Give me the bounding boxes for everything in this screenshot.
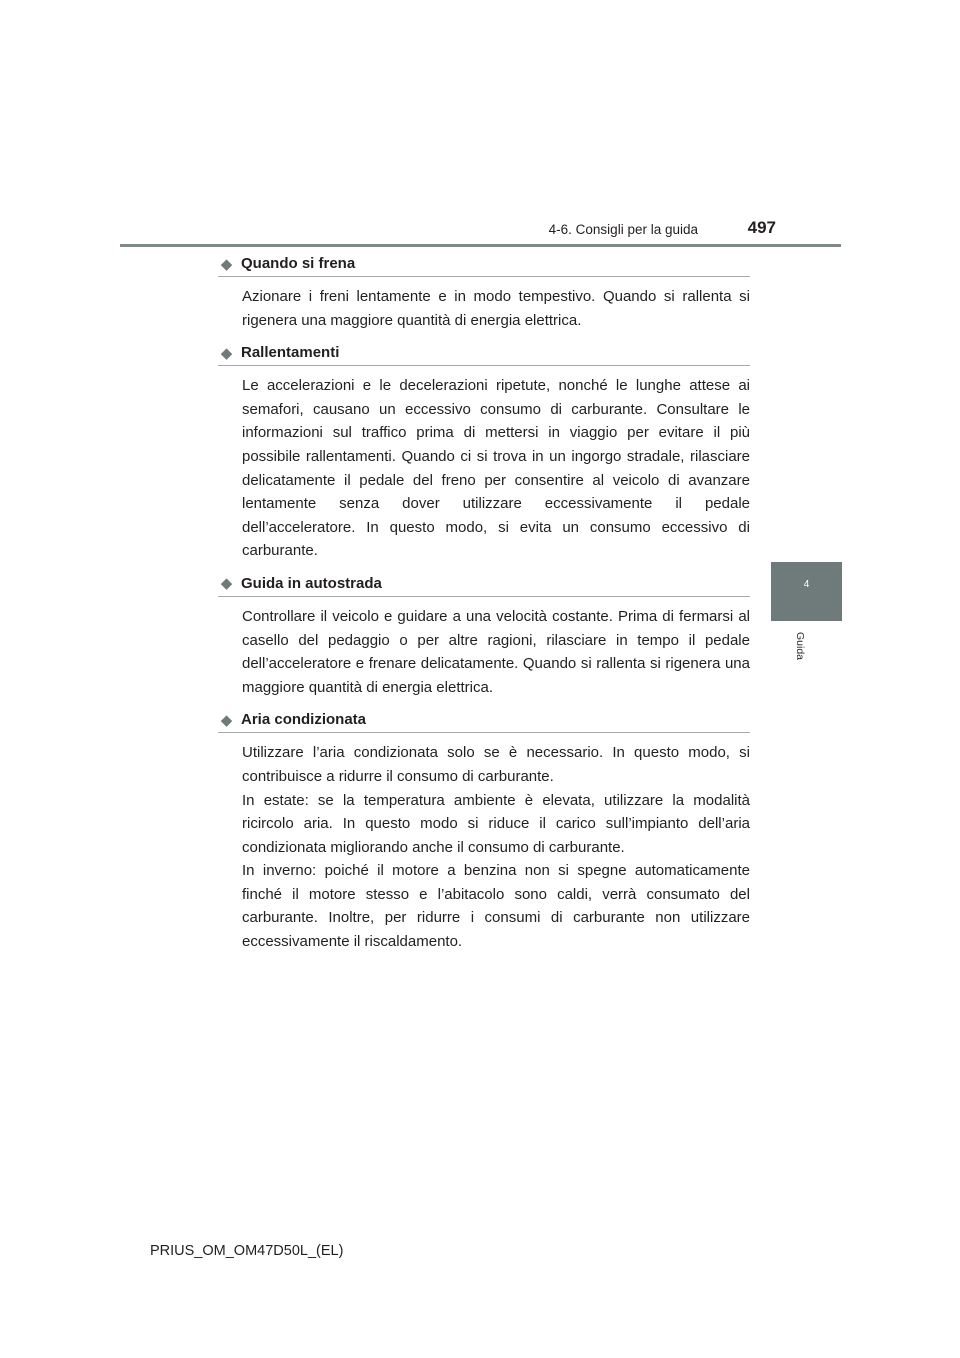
section-heading: [218, 343, 750, 366]
section-rallentamenti: [218, 343, 750, 563]
section-guida-in-autostrada: [218, 574, 750, 699]
section-title: Guida in autostrada: [241, 574, 382, 592]
chapter-tab: [771, 562, 842, 621]
section-body: Azionare i freni lentamente e in modo tempestivo. Quando si rallenta si rigenera una maggiore quantità di energia elettrica.: [242, 288, 750, 329]
section-title: Quando si frena: [241, 255, 356, 272]
section-body: Controllare il veicolo e guidare a una velocità costante. Prima di fermarsi al casello del pedaggio o per altre ragioni, rilasciare in tempo il pedale dell’acceleratore e frenare delicatamente. Quando si rallenta si rigenera una maggiore quantità di energia elettrica.: [242, 607, 750, 696]
page-header: [0, 0, 960, 260]
header-rule: [120, 244, 841, 247]
document-id: PRIUS_OM_OM47D50L_(EL): [150, 1243, 344, 1259]
page-number: 497: [747, 218, 776, 237]
diamond-bullet-icon: ◆: [220, 255, 233, 273]
diamond-bullet-icon: ◆: [220, 575, 233, 593]
chapter-number: 4: [803, 579, 810, 590]
section-body: [242, 741, 750, 953]
chapter-label: Guida: [794, 632, 806, 661]
section-aria-condizionata: [218, 710, 750, 953]
section-heading: [218, 710, 750, 733]
diamond-bullet-icon: ◆: [220, 344, 233, 362]
page-content: [218, 254, 750, 954]
diamond-bullet-icon: ◆: [220, 711, 233, 729]
section-title: Aria condizionata: [241, 711, 367, 729]
section-label: 4-6. Consigli per la guida: [548, 222, 698, 237]
body-line: Utilizzare l’aria condizionata solo se è necessario. In questo modo, si contribuisce a ridurre il consumo di carburante.: [242, 744, 750, 785]
body-line: In estate: se la temperatura ambiente è elevata, utilizzare la modalità ricircolo aria. In questo modo si riduce il carico sull’impianto dell’aria condizionata migliorando anche il consumo di carburante.: [242, 791, 750, 856]
body-line: In inverno: poiché il motore a benzina non si spegne automaticamente finché il motore stesso e l’abitacolo sono caldi, verrà consumato del carburante. Inoltre, per ridurre i consumi di carburante non utilizzare eccessivamente il riscaldamento.: [242, 862, 750, 951]
section-title: Rallentamenti: [241, 344, 340, 362]
section-heading: [218, 574, 750, 597]
section-body: Le accelerazioni e le decelerazioni ripetute, nonché le lunghe attese ai semafori, causano un eccessivo consumo di carburante. Consultare le informazioni sul traffico prima di mettersi in viaggio per evitare il più possibile rallentamenti. Quando ci si trova in un ingorgo stradale, rilasciare delicatamente il pedale del freno per consentire al veicolo di avanzare lentamente senza dover utilizzare eccessivamente il pedale dell’acceleratore. In questo modo, si evita un consumo eccessivo di carburante.: [242, 377, 750, 560]
section-quando-si-frena: [218, 254, 750, 332]
section-heading: [218, 254, 750, 277]
